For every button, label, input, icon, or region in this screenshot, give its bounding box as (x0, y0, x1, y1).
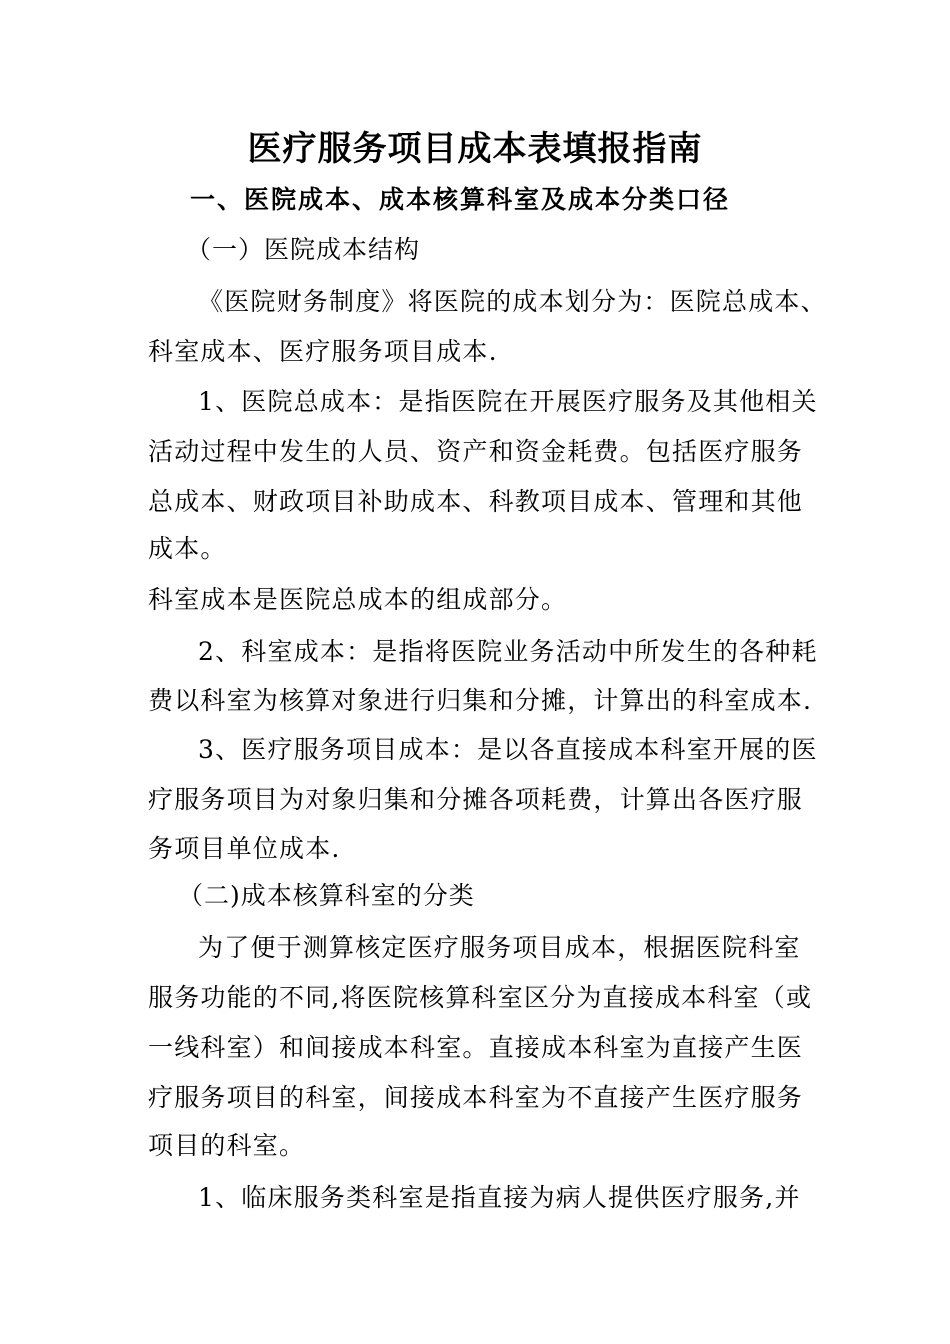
paragraph-line: 2、科室成本：是指将医院业务活动中所发生的各种耗 (198, 637, 818, 666)
paragraph-line: 《医院财务制度》将医院的成本划分为：医院总成本、 (198, 287, 827, 316)
document-title: 医疗服务项目成本表填报指南 (247, 129, 703, 169)
paragraph-line: 疗服务项目的科室，间接成本科室为不直接产生医疗服务 (148, 1083, 804, 1112)
paragraph-line: 一线科室）和间接成本科室。直接成本科室为直接产生医 (148, 1033, 804, 1062)
paragraph-line: 成本。 (148, 534, 227, 563)
paragraph-line: 1、医院总成本：是指医院在开展医疗服务及其他相关 (198, 387, 818, 416)
paragraph-line: 3、医疗服务项目成本：是以各直接成本科室开展的医 (198, 735, 818, 764)
paragraph-line: 费以科室为核算对象进行归集和分摊，计算出的科室成本. (148, 686, 813, 715)
paragraph-line: 务项目单位成本. (148, 834, 341, 863)
paragraph-line: 疗服务项目为对象归集和分摊各项耗费，计算出各医疗服 (148, 785, 804, 814)
paragraph-line: 科室成本、医疗服务项目成本. (148, 337, 498, 366)
paragraph-line: 为了便于测算核定医疗服务项目成本，根据医院科室 (198, 933, 801, 962)
paragraph-line: 1、临床服务类科室是指直接为病人提供医疗服务,并 (198, 1183, 801, 1212)
paragraph-line: 科室成本是医院总成本的组成部分。 (148, 585, 568, 614)
section-heading-1: 一、医院成本、成本核算科室及成本分类口径 (190, 185, 731, 214)
subsection-heading-1: （一）医院成本结构 (186, 235, 421, 264)
subsection-heading-2: （二)成本核算科室的分类 (178, 881, 475, 910)
paragraph-line: 服务功能的不同,将医院核算科室区分为直接成本科室（或 (148, 983, 813, 1012)
paragraph-line: 项目的科室。 (148, 1131, 306, 1160)
paragraph-line: 活动过程中发生的人员、资产和资金耗费。包括医疗服务 (148, 437, 804, 466)
paragraph-line: 总成本、财政项目补助成本、科教项目成本、管理和其他 (148, 487, 804, 516)
